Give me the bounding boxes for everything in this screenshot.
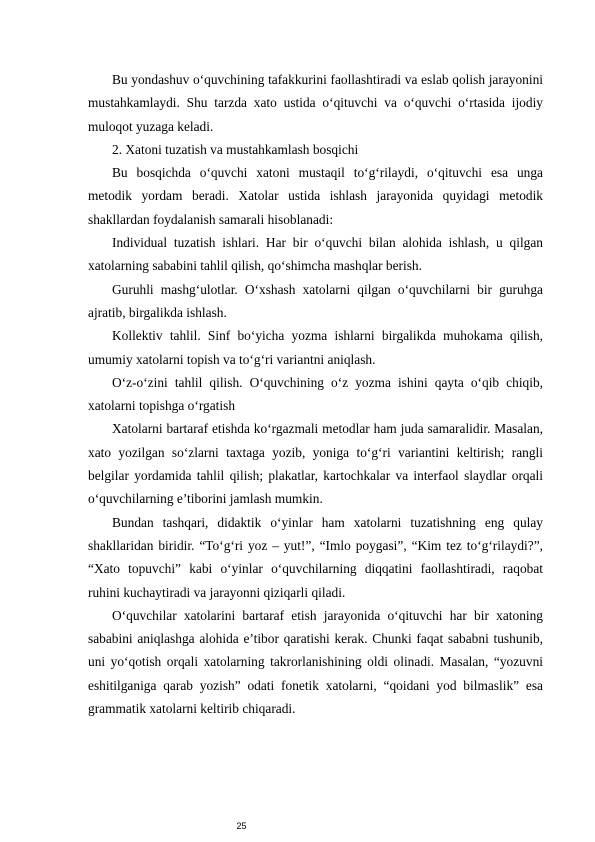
paragraph-individual: Individual tuzatish ishlari. Har bir o‘quvchi bilan alohida ishlash, u qilgan xatolarning sababini tahlil qilish, qo‘shimcha mashqlar berish. xyxy=(88,235,543,274)
page-number-footer xyxy=(0,821,595,831)
page-body xyxy=(88,68,543,720)
paragraph-didactic-games: Bundan tashqari, didaktik o‘yinlar ham xatolarni tuzatishning eng qulay shakllaridan biridir. “To‘g‘ri yoz – yut!”, “Imlo poygasi”, “Kim tez to‘g‘rilaydi?”, “Xato topuvchi” kabi o‘yinlar o‘quvchilarning diqqatini faollashtiradi, raqobat ruhini kuchaytiradi va jarayonni qiziqarli qiladi. xyxy=(88,514,543,600)
paragraph-2: Bu bosqichda o‘quvchi xatoni mustaqil to‘g‘rilaydi, o‘qituvchi esa unga metodik yordam beradi. Xatolar ustida ishlash jarayonida quyidagi metodik shakllardan foydalanish samarali hisoblanadi: xyxy=(88,165,543,227)
paragraph-causes: O‘quvchilar xatolarini bartaraf etish jarayonida o‘qituvchi har bir xatoning sababini aniqlashga alohida e’tibor qaratishi kerak. Chunki faqat sababni tushunib, uni yo‘qotish orqali xatolarning takrorlanishining oldi olinadi. Masalan, “yozuvni eshitilganiga qarab yozish” odati fonetik xatolarni, “qoidani yod bilmaslik” esa grammatik xatolarni keltirib chiqaradi. xyxy=(88,607,543,717)
paragraph-1: Bu yondashuv o‘quvchining tafakkurini faollashtiradi va eslab qolish jarayonini mustahkamlaydi. Shu tarzda xato ustida o‘qituvchi va o‘quvchi o‘rtasida ijodiy muloqot yuzaga keladi. xyxy=(88,72,543,134)
paragraph-collective: Kollektiv tahlil. Sinf bo‘yicha yozma ishlarni birgalikda muhokama qilish, umumiy xatolarni topish va to‘g‘ri variantni aniqlash. xyxy=(88,328,543,367)
paragraph-group: Guruhli mashg‘ulotlar. O‘xshash xatolarni qilgan o‘quvchilarni bir guruhga ajratib, birgalikda ishlash. xyxy=(88,281,543,320)
paragraph-visual-methods: Xatolarni bartaraf etishda ko‘rgazmali metodlar ham juda samaralidir. Masalan, xato yozilgan so‘zlarni taxtaga yozib, yoniga to‘g‘ri variantini keltirish; rangli belgilar yordamida tahlil qilish; plakatlar, kartochkalar va interfaol slaydlar orqali o‘quvchilarning e’tiborini jamlash mumkin. xyxy=(88,421,543,507)
page-number: 25 xyxy=(236,821,247,831)
paragraph-self-analysis: O‘z-o‘zini tahlil qilish. O‘quvchining o‘z yozma ishini qayta o‘qib chiqib, xatolarni topishga o‘rgatish xyxy=(88,374,543,414)
section-heading: 2. Xatoni tuzatish va mustahkamlash bosqichi xyxy=(112,141,359,157)
